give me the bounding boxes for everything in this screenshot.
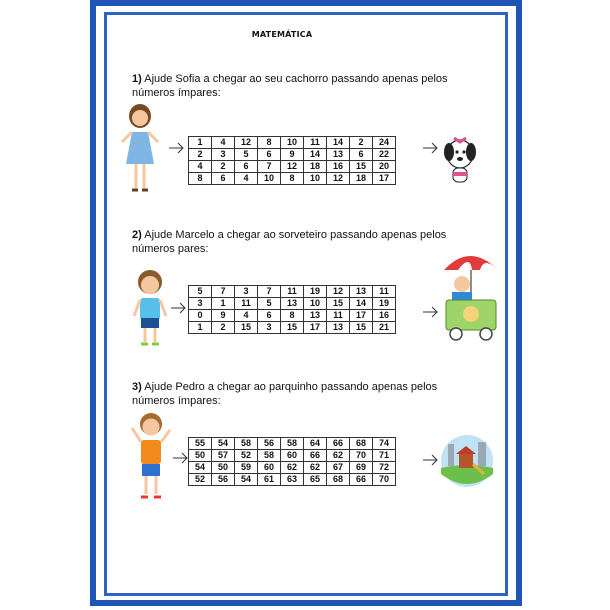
grid-cell: 11: [235, 298, 258, 310]
question-2: [132, 228, 472, 256]
grid-cell: 70: [373, 474, 396, 486]
grid-cell: 60: [258, 462, 281, 474]
waving-boy-icon: [126, 410, 176, 506]
grid-cell: 12: [235, 137, 258, 149]
grid-cell: 60: [281, 450, 304, 462]
ice-cream-cart-icon: [440, 248, 502, 344]
grid-cell: 15: [235, 322, 258, 334]
grid-cell: 2: [212, 161, 235, 173]
grid-cell: 14: [304, 149, 327, 161]
grid-cell: 9: [212, 310, 235, 322]
grid-cell: 67: [327, 462, 350, 474]
grid-cell: 19: [373, 298, 396, 310]
grid-cell: 13: [350, 286, 373, 298]
grid-cell: 50: [212, 462, 235, 474]
number-grid-1: [188, 136, 396, 185]
number-grid-2: [188, 285, 396, 334]
grid-cell: 2: [212, 322, 235, 334]
grid-cell: 62: [327, 450, 350, 462]
girl-icon: [116, 102, 164, 194]
grid-cell: 8: [281, 173, 304, 185]
grid-cell: 56: [258, 438, 281, 450]
playground-icon: [440, 434, 494, 488]
grid-row: [189, 322, 396, 334]
grid-cell: 7: [258, 286, 281, 298]
grid-cell: 21: [373, 322, 396, 334]
question-2-number: 2): [132, 229, 142, 241]
grid-cell: 58: [235, 438, 258, 450]
grid-row: [189, 310, 396, 322]
grid-cell: 6: [235, 161, 258, 173]
grid-cell: 13: [327, 149, 350, 161]
grid-row: [189, 137, 396, 149]
question-2-text: Ajude Marcelo a chegar ao sorveteiro passando apenas pelos números pares:: [132, 229, 447, 255]
grid-cell: 54: [212, 438, 235, 450]
grid-cell: 2: [189, 149, 212, 161]
worksheet-page: [104, 12, 508, 596]
grid-cell: 54: [189, 462, 212, 474]
grid-cell: 69: [350, 462, 373, 474]
grid-row: [189, 450, 396, 462]
grid-cell: 20: [373, 161, 396, 173]
grid-cell: 17: [350, 310, 373, 322]
grid-cell: 1: [189, 137, 212, 149]
grid-cell: 66: [304, 450, 327, 462]
grid-cell: 6: [258, 310, 281, 322]
grid-cell: 15: [327, 298, 350, 310]
grid-cell: 64: [304, 438, 327, 450]
question-3-number: 3): [132, 381, 142, 393]
grid-cell: 55: [189, 438, 212, 450]
grid-cell: 4: [235, 310, 258, 322]
grid-cell: 17: [304, 322, 327, 334]
grid-cell: 15: [350, 322, 373, 334]
grid-cell: 5: [235, 149, 258, 161]
grid-row: [189, 173, 396, 185]
question-1-number: 1): [132, 73, 142, 85]
grid-cell: 9: [281, 149, 304, 161]
grid-cell: 71: [373, 450, 396, 462]
grid-cell: 12: [327, 286, 350, 298]
number-grid-3: [188, 437, 396, 486]
grid-row: [189, 161, 396, 173]
grid-row: [189, 474, 396, 486]
grid-cell: 15: [281, 322, 304, 334]
grid-cell: 8: [258, 137, 281, 149]
arrow-right-icon: [422, 306, 440, 318]
grid-cell: 16: [373, 310, 396, 322]
grid-cell: 61: [258, 474, 281, 486]
arrow-right-icon: [422, 454, 440, 466]
grid-cell: 3: [258, 322, 281, 334]
grid-cell: 54: [235, 474, 258, 486]
grid-cell: 65: [304, 474, 327, 486]
grid-cell: 1: [189, 322, 212, 334]
page-title: MATEMÁTICA: [251, 30, 313, 39]
grid-cell: 13: [281, 298, 304, 310]
grid-cell: 56: [212, 474, 235, 486]
grid-cell: 6: [258, 149, 281, 161]
grid-cell: 18: [350, 173, 373, 185]
grid-cell: 58: [258, 450, 281, 462]
grid-cell: 17: [373, 173, 396, 185]
grid-cell: 5: [189, 286, 212, 298]
grid-cell: 5: [258, 298, 281, 310]
grid-cell: 0: [189, 310, 212, 322]
grid-cell: 14: [350, 298, 373, 310]
grid-cell: 11: [327, 310, 350, 322]
grid-cell: 3: [212, 149, 235, 161]
grid-cell: 4: [235, 173, 258, 185]
grid-cell: 70: [350, 450, 373, 462]
grid-cell: 11: [281, 286, 304, 298]
grid-cell: 62: [304, 462, 327, 474]
grid-cell: 66: [350, 474, 373, 486]
grid-cell: 22: [373, 149, 396, 161]
grid-cell: 52: [189, 474, 212, 486]
grid-cell: 4: [189, 161, 212, 173]
grid-cell: 59: [235, 462, 258, 474]
grid-row: [189, 149, 396, 161]
grid-cell: 68: [350, 438, 373, 450]
arrow-right-icon: [170, 302, 188, 314]
grid-cell: 58: [281, 438, 304, 450]
grid-row: [189, 298, 396, 310]
grid-cell: 15: [350, 161, 373, 173]
grid-cell: 11: [304, 137, 327, 149]
grid-cell: 66: [327, 438, 350, 450]
grid-cell: 14: [327, 137, 350, 149]
grid-cell: 13: [304, 310, 327, 322]
grid-cell: 74: [373, 438, 396, 450]
grid-row: [189, 462, 396, 474]
grid-cell: 16: [327, 161, 350, 173]
grid-cell: 13: [327, 322, 350, 334]
grid-cell: 2: [350, 137, 373, 149]
grid-cell: 50: [189, 450, 212, 462]
grid-cell: 4: [212, 137, 235, 149]
question-1-text: Ajude Sofia a chegar ao seu cachorro passando apenas pelos números ímpares:: [132, 73, 448, 99]
grid-cell: 68: [327, 474, 350, 486]
grid-cell: 57: [212, 450, 235, 462]
grid-cell: 3: [235, 286, 258, 298]
dog-icon: [442, 132, 478, 188]
grid-cell: 7: [258, 161, 281, 173]
grid-cell: 3: [189, 298, 212, 310]
grid-cell: 10: [304, 298, 327, 310]
question-3-text: Ajude Pedro a chegar ao parquinho passando apenas pelos números ímpares:: [132, 381, 438, 407]
grid-cell: 1: [212, 298, 235, 310]
grid-cell: 52: [235, 450, 258, 462]
grid-cell: 24: [373, 137, 396, 149]
arrow-right-icon: [168, 142, 186, 154]
grid-cell: 6: [350, 149, 373, 161]
grid-cell: 63: [281, 474, 304, 486]
grid-cell: 19: [304, 286, 327, 298]
grid-cell: 12: [281, 161, 304, 173]
grid-cell: 18: [304, 161, 327, 173]
question-1: [132, 72, 472, 100]
grid-cell: 10: [258, 173, 281, 185]
grid-cell: 62: [281, 462, 304, 474]
boy-icon: [130, 268, 170, 348]
grid-cell: 8: [189, 173, 212, 185]
grid-row: [189, 286, 396, 298]
question-3: [132, 380, 472, 408]
grid-cell: 7: [212, 286, 235, 298]
grid-row: [189, 438, 396, 450]
grid-cell: 10: [304, 173, 327, 185]
grid-cell: 10: [281, 137, 304, 149]
arrow-right-icon: [422, 142, 440, 154]
grid-cell: 11: [373, 286, 396, 298]
grid-cell: 72: [373, 462, 396, 474]
grid-cell: 6: [212, 173, 235, 185]
grid-cell: 8: [281, 310, 304, 322]
grid-cell: 12: [327, 173, 350, 185]
